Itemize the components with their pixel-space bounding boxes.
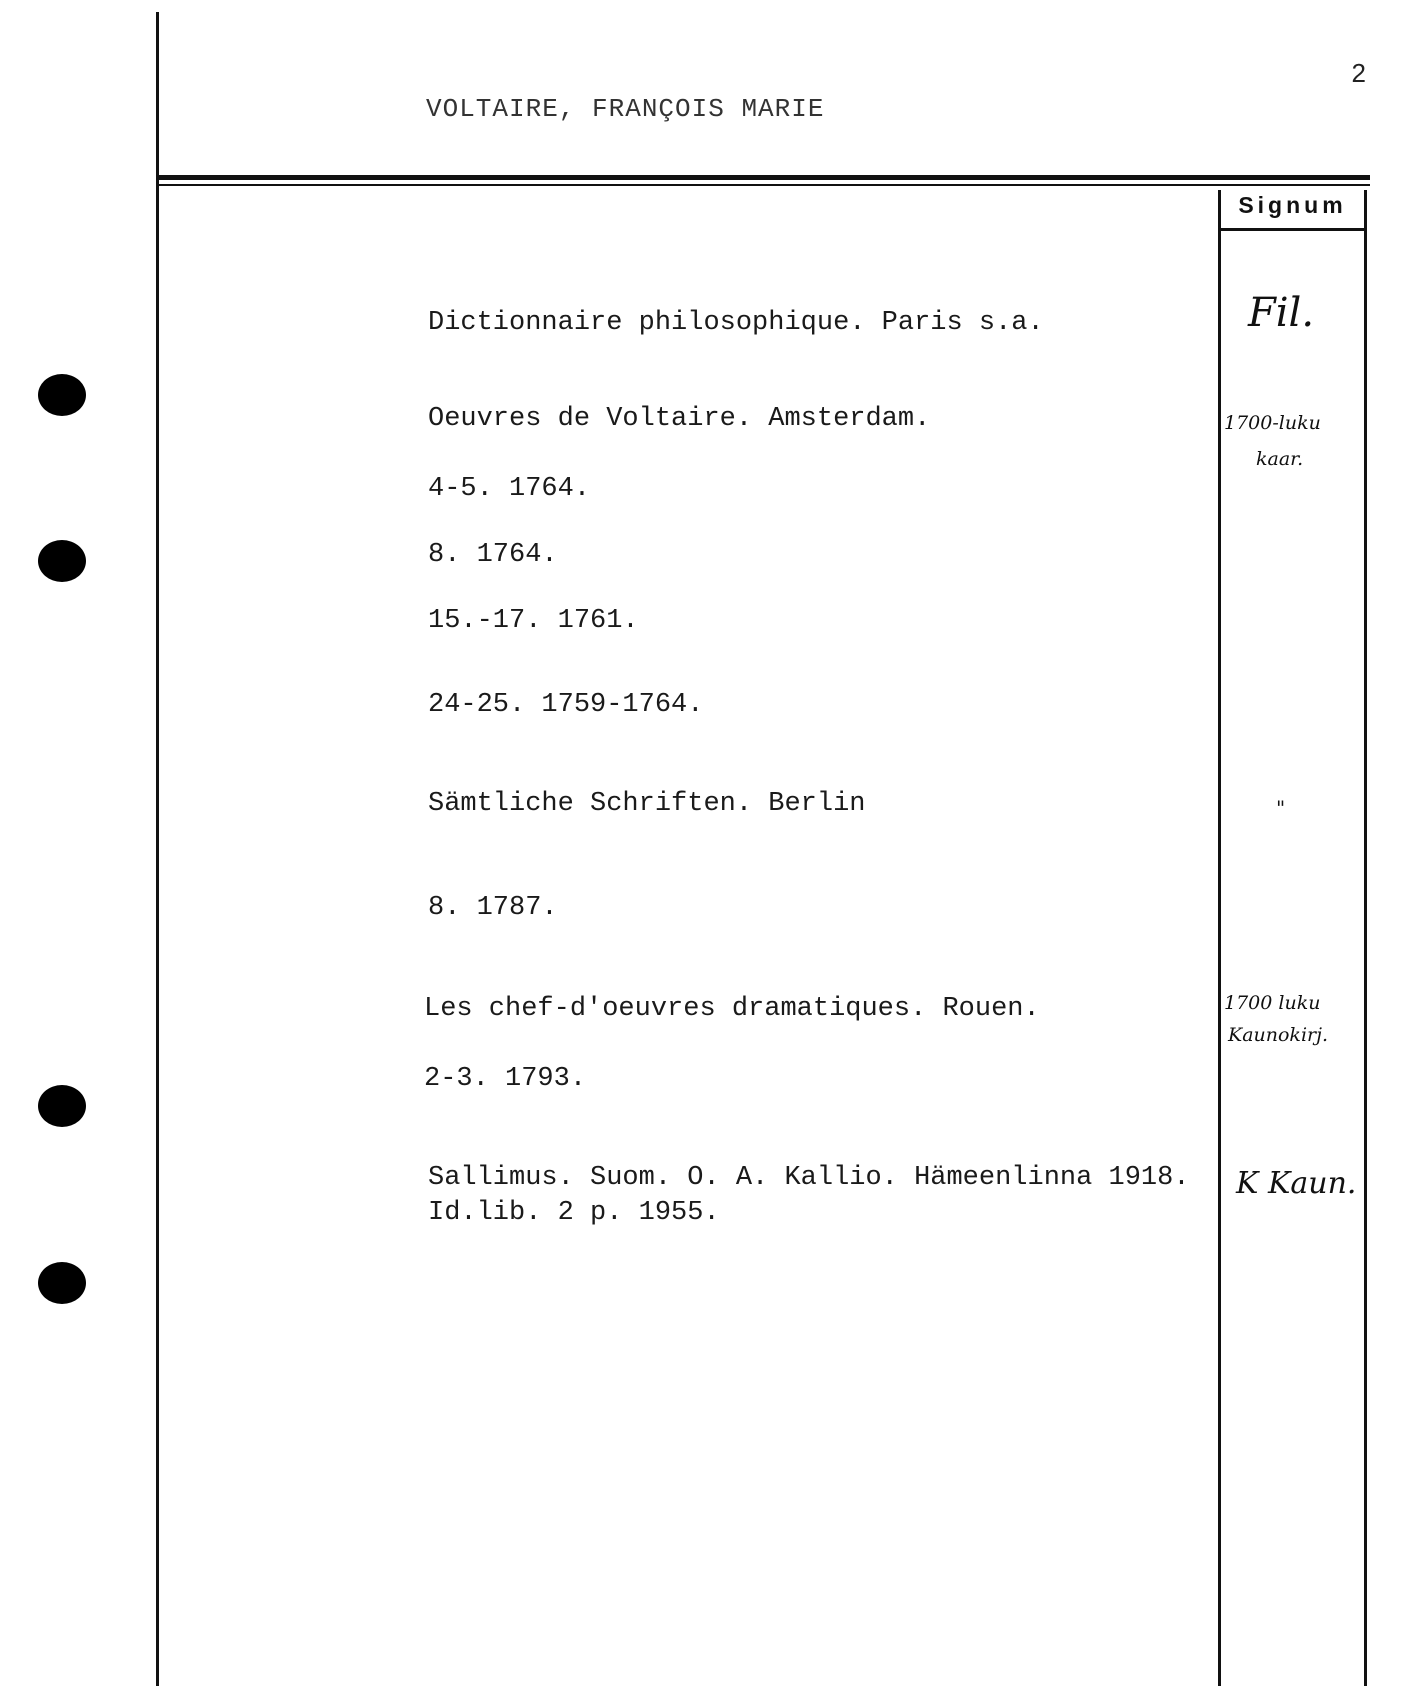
punch-hole: [38, 374, 86, 416]
entry-volume: 8. 1787.: [428, 893, 558, 923]
signum-handwritten: kaar.: [1256, 448, 1304, 470]
left-margin-rule: [156, 12, 159, 1686]
signum-handwritten: 1700 luku: [1224, 992, 1321, 1014]
entry-volume: 24-25. 1759-1764.: [428, 690, 704, 720]
punch-hole: [38, 1262, 86, 1304]
entry-volume: 2-3. 1793.: [424, 1064, 587, 1094]
entry-chef-doeuvres: Les chef-d'oeuvres dramatiques. Rouen.: [424, 994, 1040, 1024]
entry-oeuvres: Oeuvres de Voltaire. Amsterdam.: [428, 404, 931, 434]
signum-header-rule: [1221, 228, 1364, 231]
signum-column-right-rule: [1364, 190, 1367, 1686]
author-heading: VOLTAIRE, FRANÇOIS MARIE: [426, 94, 825, 124]
entry-volume: 8. 1764.: [428, 540, 558, 570]
signum-handwritten: 1700-luku: [1224, 412, 1321, 434]
punch-hole: [38, 540, 86, 582]
signum-handwritten: K Kaun.: [1236, 1166, 1357, 1201]
header-rule-thin: [158, 184, 1370, 186]
entry-samtliche-schriften: Sämtliche Schriften. Berlin: [428, 789, 866, 819]
entry-volume: 4-5. 1764.: [428, 474, 591, 504]
entry-sallimus: Sallimus. Suom. O. A. Kallio. Hämeenlinna 1918.: [428, 1163, 1190, 1193]
entry-dictionnaire: Dictionnaire philosophique. Paris s.a.: [428, 308, 1044, 338]
page-number: 2: [1351, 58, 1366, 88]
punch-hole: [38, 1085, 86, 1127]
signum-handwritten: Kaunokirj.: [1228, 1024, 1329, 1046]
signum-handwritten: Fil.: [1248, 290, 1315, 336]
entry-volume: 15.-17. 1761.: [428, 606, 639, 636]
signum-ditto-mark: ": [1276, 796, 1286, 820]
signum-column-header: Signum: [1238, 192, 1347, 218]
signum-column-left-rule: [1218, 190, 1221, 1686]
header-rule-thick: [158, 175, 1370, 180]
entry-sallimus-idlib: Id.lib. 2 p. 1955.: [428, 1198, 720, 1228]
